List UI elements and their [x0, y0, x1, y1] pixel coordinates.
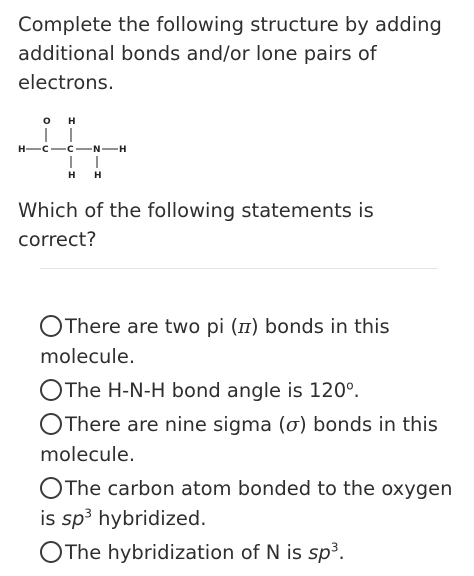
atom-o-top: O [43, 117, 51, 127]
question-text: Complete the following structure by adding additional bonds and/or lone pairs of electrons. [18, 13, 442, 94]
option-5[interactable] [40, 538, 460, 568]
atom-n: N [93, 145, 101, 155]
atom-c2: C [67, 145, 74, 155]
radio-button-icon[interactable] [40, 315, 62, 337]
atom-h-left: H [18, 145, 26, 155]
option-1[interactable] [40, 312, 460, 372]
radio-button-icon[interactable] [40, 541, 62, 563]
divider [40, 268, 438, 269]
molecule-structure [18, 112, 158, 182]
option-4[interactable] [40, 474, 460, 534]
radio-button-icon[interactable] [40, 379, 62, 401]
option-label: There are two pi (π) bonds in this molecule. [40, 315, 390, 368]
option-label: There are nine sigma (σ) bonds in this molecule. [40, 413, 438, 466]
atom-h-right: H [119, 145, 127, 155]
radio-button-icon[interactable] [40, 413, 62, 435]
option-label: The carbon atom bonded to the oxygen is $sp^3$ hybridized. [40, 477, 453, 530]
answer-options [40, 312, 460, 572]
atom-h-bottom1: H [68, 171, 76, 181]
option-3[interactable] [40, 410, 460, 470]
atom-h-top: H [68, 117, 76, 127]
atom-h-bottom2: H [94, 171, 102, 181]
option-2[interactable] [40, 376, 460, 406]
prompt-text: Which of the following statements is correct? [18, 199, 374, 251]
option-label: The H-N-H bond angle is 120$^o$. [65, 378, 360, 402]
atom-c1: C [42, 145, 49, 155]
radio-button-icon[interactable] [40, 477, 62, 499]
option-label: The hybridization of N is $sp^3$. [65, 540, 345, 564]
